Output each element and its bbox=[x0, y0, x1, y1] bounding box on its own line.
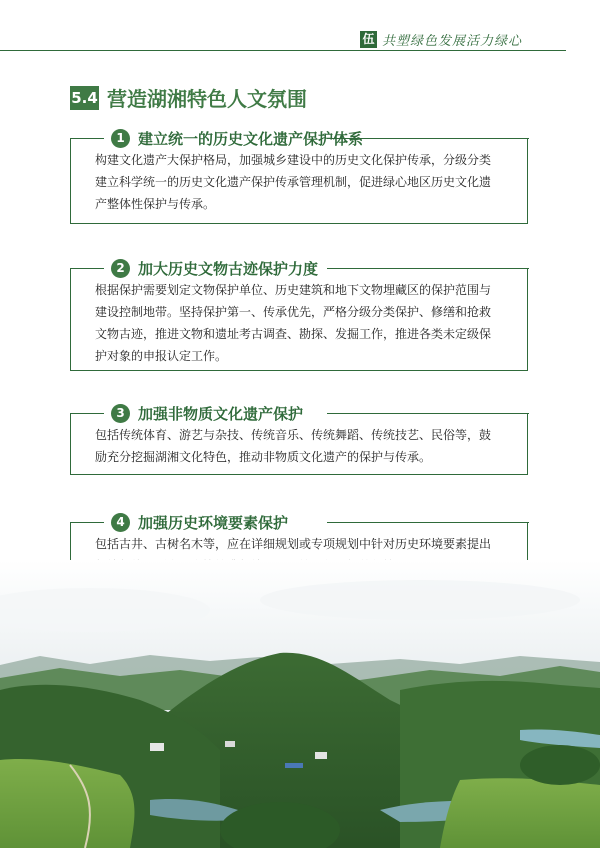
policy-box-2 bbox=[70, 259, 528, 371]
chapter-slogan: 共塑绿色发展活力绿心 bbox=[382, 34, 523, 49]
item-number-badge: 4 bbox=[111, 513, 130, 532]
body-line: 包括古井、古树名木等，应在详细规划或专项规划中针对历史环境要素提出 bbox=[95, 537, 492, 551]
item-number-badge: 2 bbox=[111, 259, 130, 278]
body-line: 励充分挖掘湖湘文化特色，推动非物质文化遗产的保护与传承。 bbox=[95, 450, 432, 464]
box-header bbox=[111, 257, 324, 279]
chapter-badge: 伍 bbox=[360, 31, 377, 48]
item-title: 加强非物质文化遗产保护 bbox=[138, 404, 304, 423]
item-body bbox=[95, 149, 507, 215]
body-line: 产整体性保护与传承。 bbox=[95, 197, 216, 211]
item-number-badge: 3 bbox=[111, 404, 130, 423]
body-line: 护对象的申报认定工作。 bbox=[95, 349, 228, 363]
header-rule bbox=[0, 50, 566, 51]
section-title: 营造湖湘特色人文氛围 bbox=[107, 87, 307, 111]
box-header bbox=[111, 402, 309, 424]
body-line: 包括传统体育、游艺与杂技、传统音乐、传统舞蹈、传统技艺、民俗等，鼓 bbox=[95, 428, 492, 442]
body-line: 文物古迹，推进文物和遗址考古调查、勘探、发掘工作，推进各类未定级保 bbox=[95, 327, 492, 341]
item-title: 建立统一的历史文化遗产保护体系 bbox=[138, 129, 364, 148]
item-number-badge: 1 bbox=[111, 129, 130, 148]
landscape-photo bbox=[0, 560, 600, 848]
body-line: 根据保护需要划定文物保护单位、历史建筑和地下文物埋藏区的保护范围与 bbox=[95, 283, 492, 297]
item-title: 加大历史文物古迹保护力度 bbox=[138, 259, 319, 278]
body-line: 建立科学统一的历史文化遗产保护传承管理机制，促进绿心地区历史文化遗 bbox=[95, 175, 492, 189]
body-line: 构建文化遗产大保护格局，加强城乡建设中的历史文化保护传承，分级分类 bbox=[95, 153, 492, 167]
policy-box-1 bbox=[70, 129, 528, 224]
section-number: 5.4 bbox=[70, 86, 99, 110]
box-header bbox=[111, 127, 369, 149]
box-header bbox=[111, 511, 294, 533]
item-body bbox=[95, 424, 507, 468]
item-title: 加强历史环境要素保护 bbox=[138, 513, 289, 532]
page-header bbox=[0, 0, 600, 56]
policy-box-3 bbox=[70, 404, 528, 475]
item-body bbox=[95, 279, 507, 367]
body-line: 建设控制地带。坚持保护第一、传承优先，严格分级分类保护、修缮和抢救 bbox=[95, 305, 492, 319]
